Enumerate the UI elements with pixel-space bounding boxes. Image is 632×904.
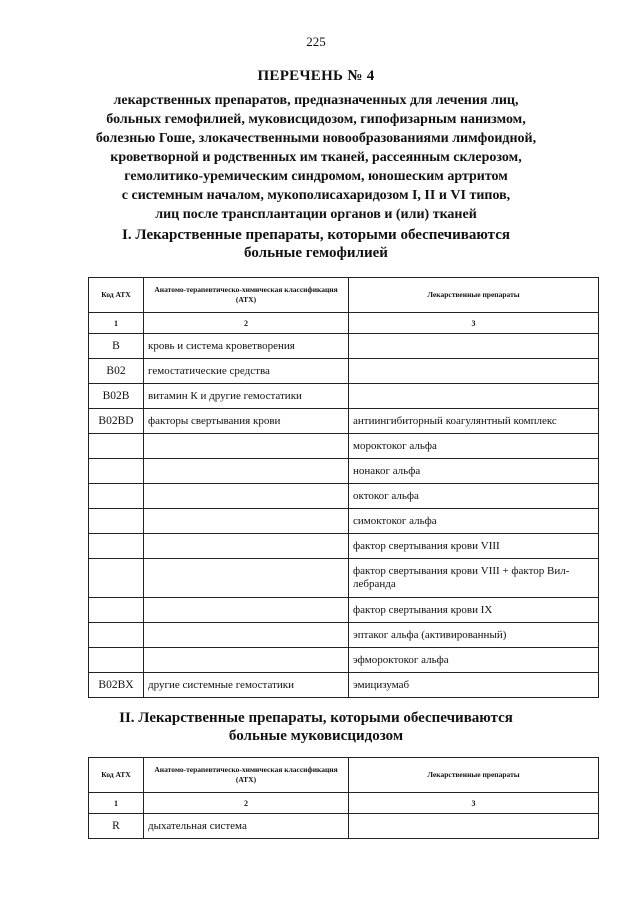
atc-code-cell: R — [89, 814, 144, 839]
table-row — [89, 623, 599, 648]
column-number: 1 — [89, 313, 144, 334]
subtitle-line: болезнью Гоше, злокачественными новообразованиями лимфоидной, — [95, 131, 537, 146]
column-number: 2 — [144, 793, 349, 814]
section-title-line: I. Лекарственные препараты, которыми обеспечиваются — [122, 227, 510, 243]
classification-cell — [144, 598, 349, 623]
subtitle-line: кроветворной и родственных им тканей, рассеянным склерозом, — [110, 150, 522, 165]
table-row — [89, 384, 599, 409]
drug-cell: эфмороктоког альфа — [349, 648, 599, 673]
header-drugs: Лекарственные препараты — [349, 278, 599, 313]
drug-cell: антиингибиторный коагулянтный комплекс — [349, 409, 599, 434]
drug-cell: симоктоког альфа — [349, 509, 599, 534]
section-2-table — [88, 757, 599, 839]
drug-cell: эмицизумаб — [349, 673, 599, 698]
drug-cell: мороктоког альфа — [349, 434, 599, 459]
header-atc-code: Код АТХ — [89, 278, 144, 313]
table-row — [89, 434, 599, 459]
document-subtitle — [60, 91, 572, 224]
atc-code-cell — [89, 434, 144, 459]
table-header-row — [89, 758, 599, 793]
table-row — [89, 509, 599, 534]
table-row — [89, 598, 599, 623]
classification-cell — [144, 484, 349, 509]
subtitle-line: лиц после трансплантации органов и (или) тканей — [155, 207, 477, 222]
page-number: 225 — [306, 34, 326, 49]
classification-cell — [144, 623, 349, 648]
classification-cell — [144, 648, 349, 673]
drug-cell: октоког альфа — [349, 484, 599, 509]
classification-cell: другие системные гемостатики — [144, 673, 349, 698]
drug-cell — [349, 359, 599, 384]
atc-code-cell — [89, 484, 144, 509]
subtitle-line: с системным началом, мукополисахаридозом I, II и VI типов, — [121, 188, 511, 203]
header-atc-classification: Анатомо-терапевтическо-химическая классификация (АТХ) — [144, 758, 349, 793]
table-row — [89, 814, 599, 839]
atc-code-cell — [89, 623, 144, 648]
document-title: ПЕРЕЧЕНЬ № 4 — [257, 68, 375, 84]
drug-cell — [349, 334, 599, 359]
header-atc-classification: Анатомо-терапевтическо-химическая классификация (АТХ) — [144, 278, 349, 313]
table-row — [89, 673, 599, 698]
atc-code-cell — [89, 559, 144, 598]
section-title-line: больные муковисцидозом — [228, 728, 404, 744]
drug-cell: нонаког альфа — [349, 459, 599, 484]
classification-cell — [144, 559, 349, 598]
classification-cell: кровь и система кроветворения — [144, 334, 349, 359]
header-drugs: Лекарственные препараты — [349, 758, 599, 793]
table-row — [89, 459, 599, 484]
atc-code-cell — [89, 534, 144, 559]
classification-cell — [144, 509, 349, 534]
section-1-table — [88, 277, 599, 698]
subtitle-line: гемолитико-уремическим синдромом, юношеским артритом — [124, 169, 508, 184]
column-number: 3 — [349, 793, 599, 814]
drug-cell: фактор свертывания крови VIII — [349, 534, 599, 559]
atc-code-cell — [89, 598, 144, 623]
classification-cell: гемостатические средства — [144, 359, 349, 384]
table-row — [89, 484, 599, 509]
column-number-row — [89, 793, 599, 814]
classification-cell: факторы свертывания крови — [144, 409, 349, 434]
table-row — [89, 359, 599, 384]
atc-code-cell — [89, 509, 144, 534]
table-header-row — [89, 278, 599, 313]
section-title-line: больные гемофилией — [244, 245, 388, 261]
drug-cell: фактор свертывания крови IX — [349, 598, 599, 623]
atc-code-cell: B02B — [89, 384, 144, 409]
classification-cell — [144, 534, 349, 559]
atc-code-cell — [89, 459, 144, 484]
section-title-line: II. Лекарственные препараты, которыми обеспечиваются — [119, 710, 513, 726]
drug-cell — [349, 559, 599, 598]
table-row — [89, 409, 599, 434]
drug-name-line: фактор свертывания крови VIII + фактор Вил- — [353, 565, 570, 577]
column-number: 3 — [349, 313, 599, 334]
column-number-row — [89, 313, 599, 334]
drug-cell — [349, 384, 599, 409]
table-row — [89, 648, 599, 673]
drug-name-line: лебранда — [353, 578, 396, 590]
column-number: 1 — [89, 793, 144, 814]
table-row — [89, 559, 599, 598]
atc-code-cell — [89, 648, 144, 673]
classification-cell: дыхательная система — [144, 814, 349, 839]
drug-cell — [349, 814, 599, 839]
classification-cell — [144, 459, 349, 484]
section-1-title — [60, 226, 572, 262]
table-row — [89, 334, 599, 359]
subtitle-line: больных гемофилией, муковисцидозом, гипофизарным нанизмом, — [106, 112, 526, 127]
atc-code-cell: B02BD — [89, 409, 144, 434]
drug-cell: эптаког альфа (активированный) — [349, 623, 599, 648]
subtitle-line: лекарственных препаратов, предназначенных для лечения лиц, — [113, 93, 519, 108]
column-number: 2 — [144, 313, 349, 334]
table-row — [89, 534, 599, 559]
atc-code-cell: B02 — [89, 359, 144, 384]
classification-cell: витамин К и другие гемостатики — [144, 384, 349, 409]
classification-cell — [144, 434, 349, 459]
atc-code-cell: B — [89, 334, 144, 359]
atc-code-cell: B02BX — [89, 673, 144, 698]
section-2-title — [60, 709, 572, 745]
header-atc-code: Код АТХ — [89, 758, 144, 793]
